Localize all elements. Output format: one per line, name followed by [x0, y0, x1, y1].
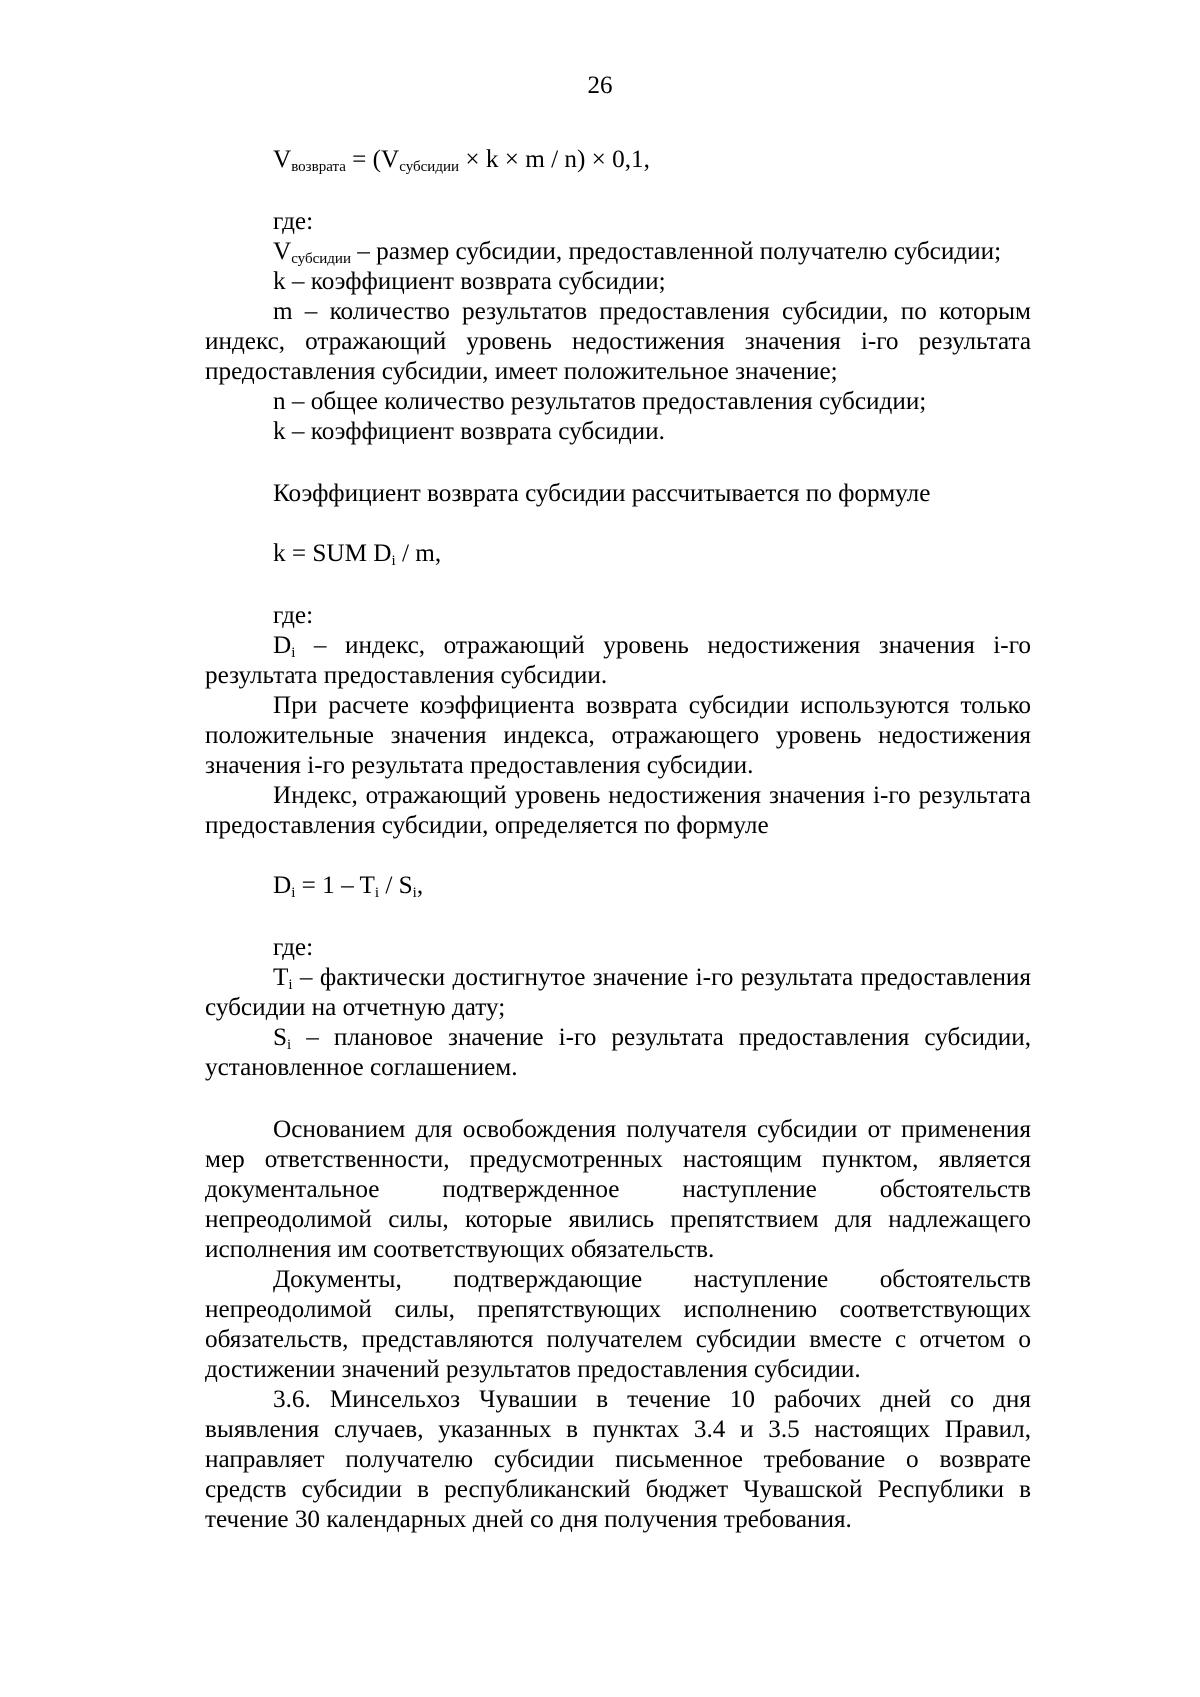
where-label: где: [273, 208, 314, 235]
where-label: где: [273, 602, 314, 629]
definition-n: n – общее количество результатов предоставления субсидии; [273, 388, 927, 415]
definition-v: $V_{субсидии}$ – размер субсидии, предоставленной получателю субсидии; [273, 238, 1002, 267]
formula-text: = (V [345, 146, 400, 173]
page-content [205, 145, 1031, 1535]
definition-d: $D_i$ – индекс, отражающий уровень недостижения значения i-го результата предоставления субсидии. [205, 632, 1031, 689]
formula-v-return [205, 145, 1031, 175]
formula-subscript: возврата [291, 159, 346, 175]
definition-k: k – коэффициент возврата субсидии; [273, 268, 666, 295]
paragraph-positive-values: При расчете коэффициента возврата субсидии используются только положительные значения индекса, отражающего уровень недостижения значения i-го результата предоставления субсидии. [205, 692, 1031, 779]
paragraph-3-6: 3.6. Минсельхоз Чувашии в течение 10 рабочих дней со дня выявления случаев, указанных в пунктах 3.4 и 3.5 настоящих Правил, направляет получателю субсидии письменное требование о возврате средств субсидии в республиканский бюджет Чувашской Республики в течение 30 календарных дней со дня получения требования. [205, 1386, 1031, 1533]
paragraph-index: Индекс, отражающий уровень недостижения значения i-го результата предоставления субсидии, определяется по формуле [205, 782, 1031, 839]
formula-symbol: V [273, 146, 292, 173]
paragraph-grounds: Основанием для освобождения получателя субсидии от применения мер ответственности, предусмотренных настоящим пунктом, является документальное подтвержденное наступление обстоятельств непреодолимой силы, которые явились препятствием для надлежащего исполнения им соответствующих обязательств. [205, 1116, 1031, 1263]
coefficient-intro: Коэффициент возврата субсидии рассчитывается по формуле [273, 480, 931, 507]
where-label: где: [273, 934, 314, 961]
definition-s: $S_i$ – плановое значение i-го результата предоставления субсидии, установленное соглашением. [205, 1024, 1031, 1081]
definition-t: $T_i$ – фактически достигнутое значение i-го результата предоставления субсидии на отчетную дату; [205, 964, 1031, 1021]
page-number: 26 [587, 72, 613, 99]
definition-k-2: k – коэффициент возврата субсидии. [273, 418, 665, 445]
formula-subscript: субсидии [399, 159, 460, 175]
formula-k: k = SUM $D_i$ / m, [273, 540, 442, 569]
definition-m: m – количество результатов предоставления субсидии, по которым индекс, отражающий уровень недостижения значения i-го результата предоставления субсидии, имеет положительное значение; [205, 298, 1031, 385]
formula-d: $D_i = 1 - T_i / S_i$, [273, 872, 424, 901]
formula-text: × k × m / n) × 0,1, [459, 146, 650, 173]
paragraph-documents: Документы, подтверждающие наступление обстоятельств непреодолимой силы, препятствующих исполнению соответствующих обязательств, представляются получателем субсидии вместе с отчетом о достижении значений результатов предоставления субсидии. [205, 1266, 1031, 1383]
